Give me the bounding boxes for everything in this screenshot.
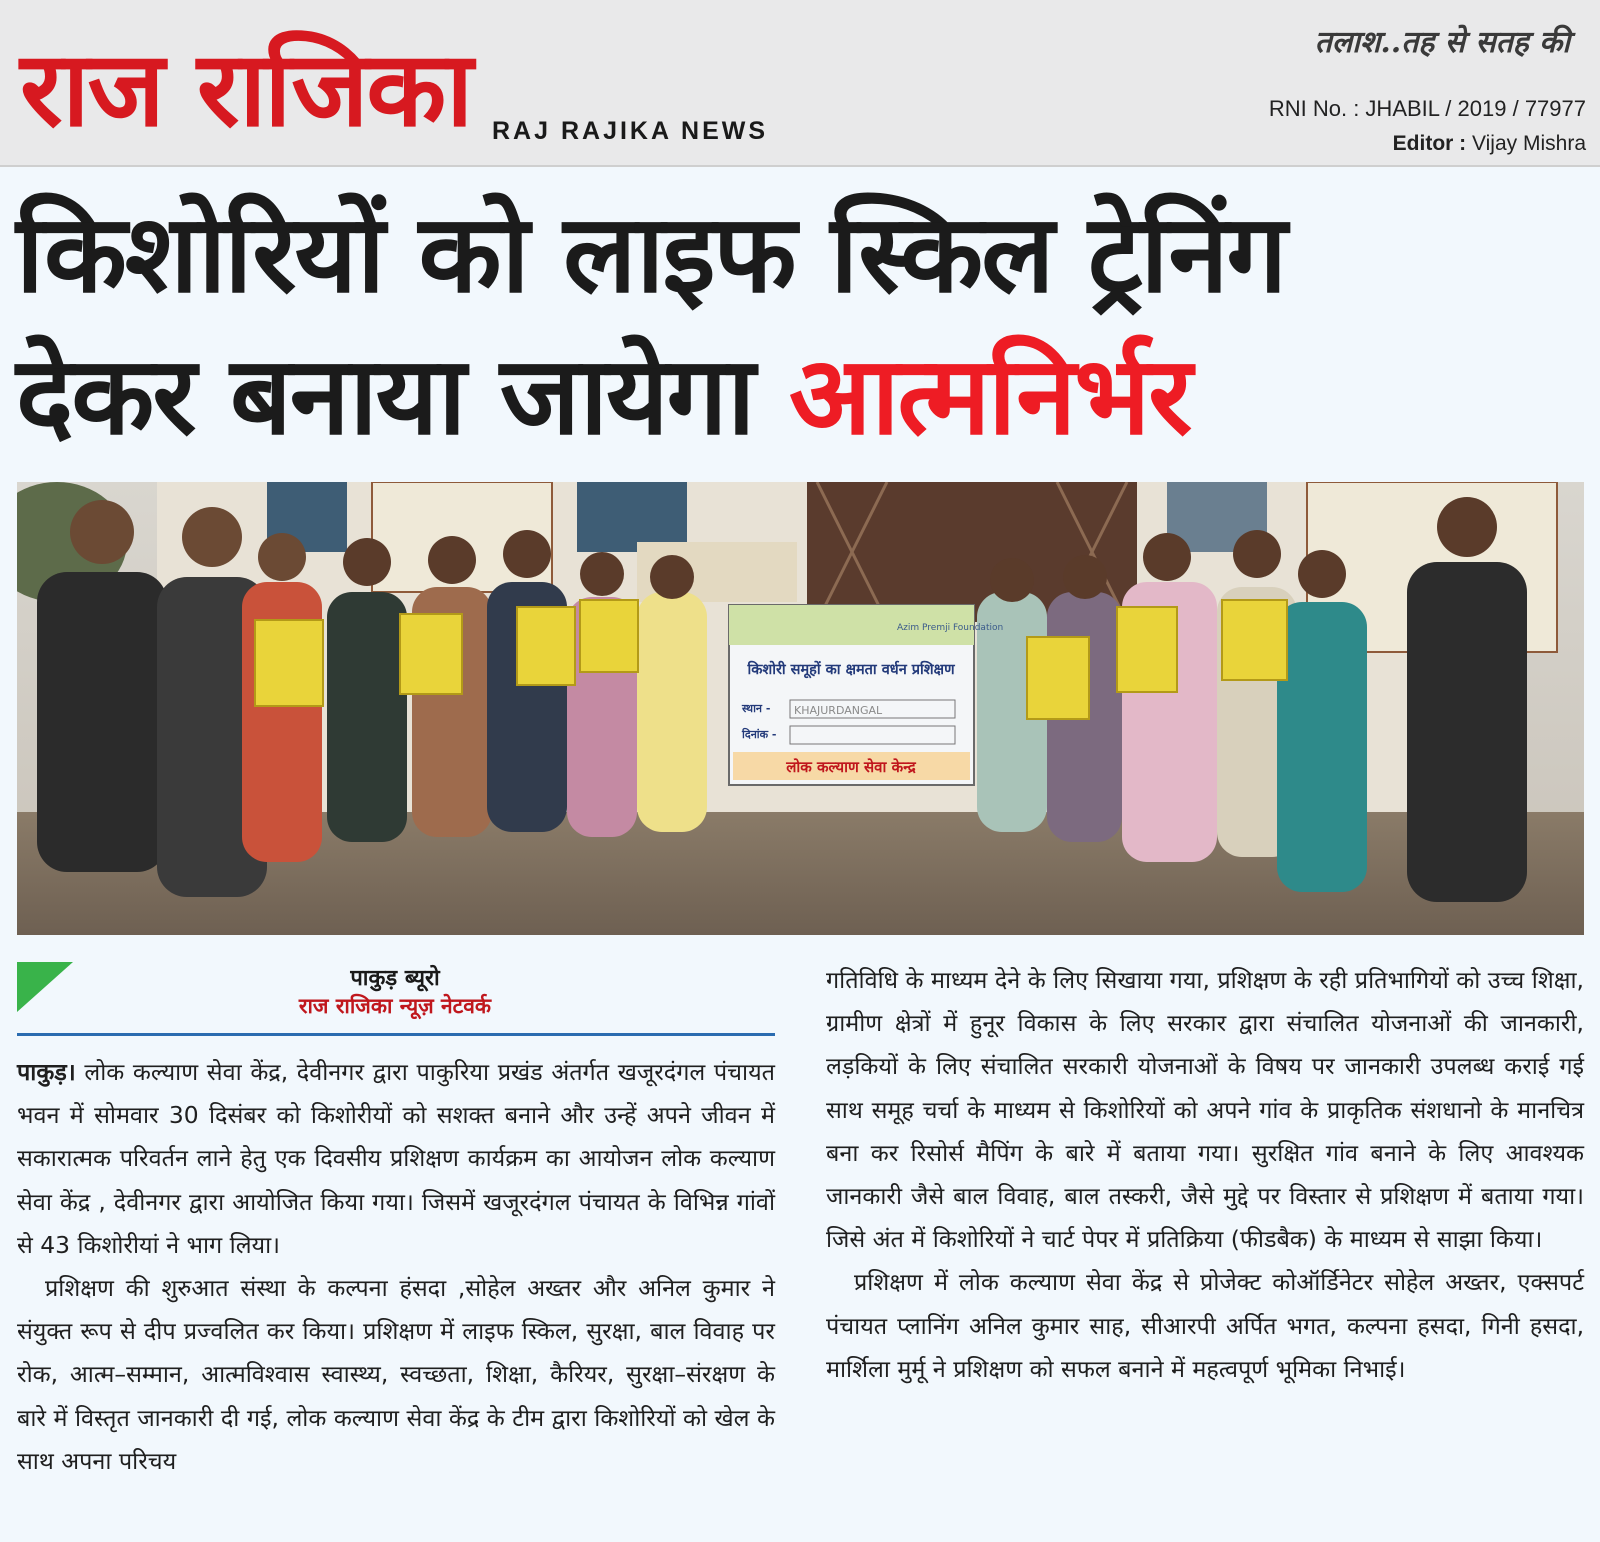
- banner-place-value: KHAJURDANGAL: [794, 704, 883, 717]
- article-column-left: [17, 1051, 775, 1483]
- training-banner: [729, 605, 1003, 785]
- article-paragraph-3: गतिविधि के माध्यम देने के लिए सिखाया गया, प्रशिक्षण के रही प्रतिभागियों को उच्च शिक्षा, ग्रामीण क्षेत्रों में हुनूर विकास के लिए सरकार द्वारा संचालित योजनाओं की जानकारी, लड़कियों के लिए संचालित सरकारी योजनाओं के विषय पर जानकारी उपलब्ध कराई गई साथ समूह चर्चा के माध्यम से किशोरियों को अपने गांव के प्राकृतिक संशधानो के मानचित्र बना कर रिसोर्स मैपिंग के बारे में बताया गया। सुरक्षित गांव बनाने के लिए आवश्यक जानकारी जैसे बाल विवाह, बाल तस्करी, जैसे मुद्दे पर विस्तार से प्रशिक्षण में बताया गया। जिसे अंत में किशोरियों ने चार्ट पेपर में प्रतिक्रिया (फीडबैक) के माध्यम से साझा किया।: [826, 966, 1584, 1254]
- newspaper-logo: राज राजिका: [20, 27, 472, 150]
- article-paragraph-4: प्रशिक्षण में लोक कल्याण सेवा केंद्र से प्रोजेक्ट कोऑर्डिनेटर सोहेल अख्तर, एक्सपर्ट पंचायत प्लानिंग अनिल कुमार साह, सीआरपी अर्पित भगत, कल्पना हसदा, गिनी हसदा, मार्शिला मुर्मू ने प्रशिक्षण को सफल बनाने में महत्वपूर्ण भूमिका निभाई।: [826, 1268, 1584, 1383]
- banner-org: लोक कल्याण सेवा केन्द्र: [786, 758, 916, 776]
- window: [577, 482, 687, 552]
- dateline: पाकुड़।: [17, 1058, 76, 1086]
- article-column-right: [826, 959, 1584, 1391]
- bureau-byline: पाकुड़ ब्यूरो: [350, 965, 440, 991]
- banner-date-label: दिनांक -: [742, 728, 777, 741]
- news-photo: [17, 482, 1584, 935]
- headline-line-2-prefix: देकर बनाया जायेगा: [16, 334, 754, 459]
- editor-name: Vijay Mishra: [1472, 132, 1586, 155]
- article-paragraph-1-text: लोक कल्याण सेवा केंद्र, देवीनगर द्वारा पाकुरिया प्रखंड अंतर्गत खजूरदंगल पंचायत भवन में सोमवार 30 दिसंबर को किशोरीयों को सशक्त बनाने और उन्हें अपने जीवन में सकारात्मक परिवर्तन लाने हेतु एक दिवसीय प्रशिक्षण कार्यक्रम का आयोजन लोक कल्याण सेवा केंद्र , देवीनगर द्वारा आयोजित किया गया। जिसमें खजूरदंगल पंचायत के विभिन्न गांवों से 43 किशोरीयां ने भाग लिया।: [17, 1058, 775, 1259]
- banner-partner: Azim Premji Foundation: [897, 623, 1004, 633]
- group-photo-illustration: [17, 482, 1584, 935]
- headline-line-2: [16, 326, 1586, 468]
- article-paragraph-2: प्रशिक्षण की शुरुआत संस्था के कल्पना हंसदा ,सोहेल अख्तर और अनिल कुमार ने संयुक्त रूप से दीप प्रज्वलित कर किया। प्रशिक्षण में लाइफ स्किल, सुरक्षा, बाल विवाह पर रोक, आत्म–सम्मान, आत्मविश्वास स्वास्थ्य, स्वच्छता, शिक्षा, कैरियर, सुरक्षा–संरक्षण के बारे में विस्तृत जानकारी दी गई, लोक कल्याण सेवा केंद्र के टीम द्वारा किशोरियों को खेल के साथ अपना परिचय: [17, 1274, 775, 1475]
- masthead: [0, 0, 1600, 167]
- news-network: राज राजिका न्यूज़ नेटवर्क: [298, 993, 492, 1018]
- headline: [16, 184, 1586, 468]
- section-flag-icon: [17, 962, 73, 1012]
- editor-credit: [1393, 132, 1586, 156]
- byline-divider: [17, 1033, 775, 1036]
- headline-line-1: किशोरियों को लाइफ स्किल ट्रेनिंग: [16, 192, 1286, 317]
- headline-accent-word: आत्मनिर्भर: [789, 334, 1191, 459]
- article-paragraph-1: [17, 1051, 775, 1267]
- rni-number: RNI No. : JHABIL / 2019 / 77977: [1268, 96, 1586, 121]
- banner-place-label: स्थान -: [742, 702, 771, 715]
- banner-title: किशोरी समूहों का क्षमता वर्धन प्रशिक्षण: [747, 662, 955, 678]
- newspaper-name-english: RAJ RAJIKA NEWS: [492, 117, 769, 145]
- editor-label: Editor :: [1392, 132, 1467, 155]
- tagline: तलाश..तह से सतह की: [1314, 25, 1570, 60]
